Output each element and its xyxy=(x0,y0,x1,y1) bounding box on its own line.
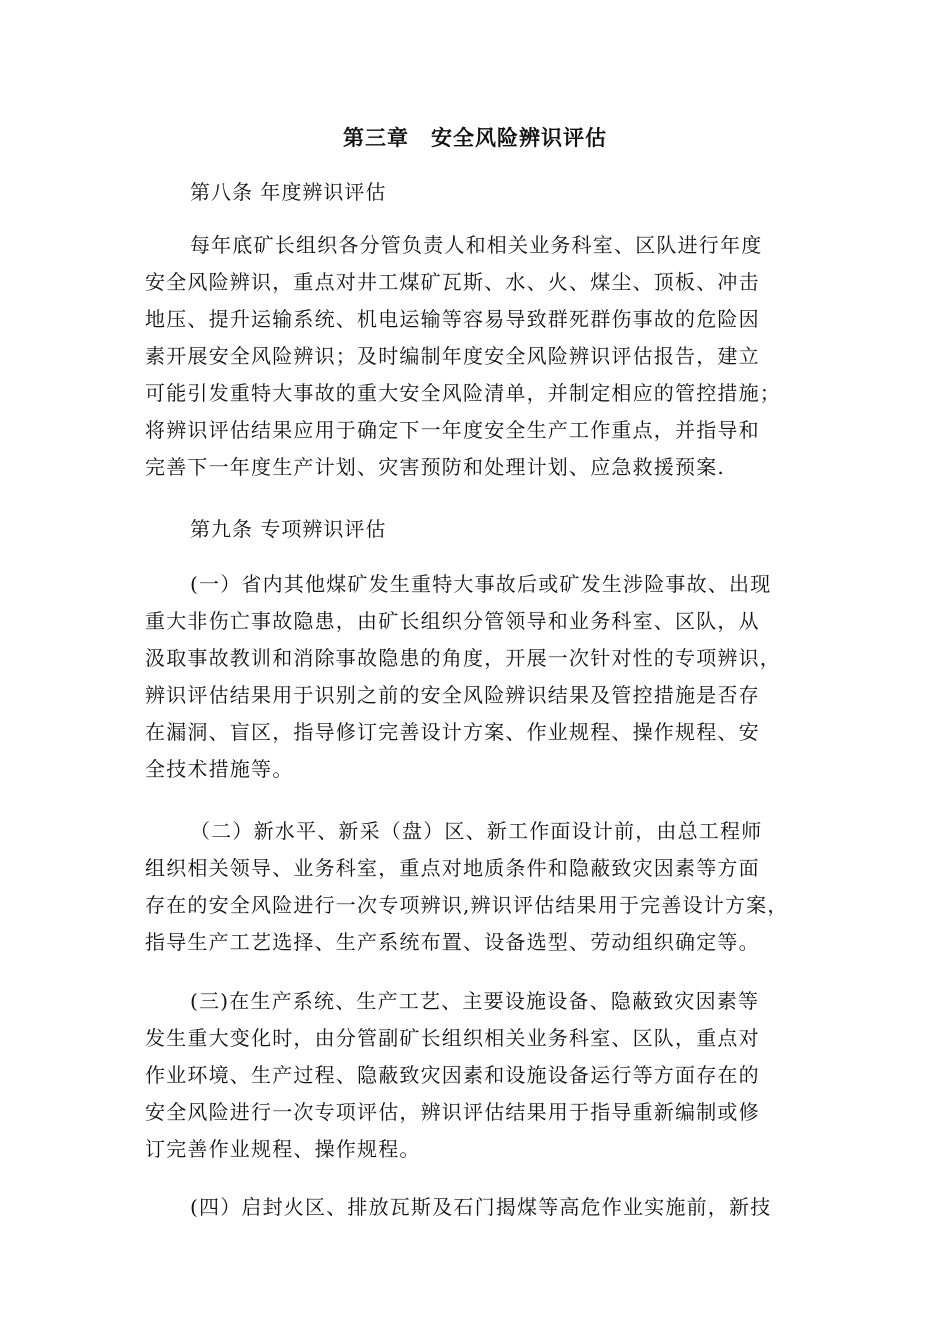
paragraph-line: 作业环境、生产过程、隐蔽致灾因素和设施设备运行等方面存在的 xyxy=(145,1063,760,1087)
article-9-item-3 xyxy=(145,983,815,1168)
chapter-title xyxy=(0,122,950,154)
paragraph-line: 存在的安全风险进行一次专项辨识,辨识评估结果用于完善设计方案， xyxy=(145,893,789,917)
paragraph-line: 地压、提升运输系统、机电运输等容易导致群死群伤事故的危险因 xyxy=(145,307,760,331)
article-9-heading: 第九条 专项辨识评估 xyxy=(190,517,387,541)
article-8-paragraph xyxy=(145,227,815,486)
paragraph-line: 组织相关领导、业务科室，重点对地质条件和隐蔽致灾因素等方面 xyxy=(145,856,760,880)
paragraph-line: (一）省内其他煤矿发生重特大事故后或矿发生涉险事故、出现 xyxy=(190,572,772,596)
article-9-item-1 xyxy=(145,566,815,788)
paragraph-line: 汲取事故教训和消除事故隐患的角度，开展一次针对性的专项辨识， xyxy=(145,646,781,670)
paragraph-line: (四）启封火区、排放瓦斯及石门揭煤等高危作业实施前，新技 xyxy=(190,1195,772,1219)
paragraph-line: （二）新水平、新采（盘）区、新工作面设计前，由总工程师 xyxy=(190,819,763,843)
paragraph-line: 辨识评估结果用于识别之前的安全风险辨识结果及管控措施是否存 xyxy=(145,683,760,707)
paragraph-line: 发生重大变化时，由分管副矿长组织相关业务科室、区队，重点对 xyxy=(145,1026,760,1050)
paragraph-line: 每年底矿长组织各分管负责人和相关业务科室、区队进行年度 xyxy=(190,233,763,257)
paragraph-line: 指导生产工艺选择、生产系统布置、设备选型、劳动组织确定等。 xyxy=(145,930,760,954)
article-9-item-2 xyxy=(145,813,815,961)
paragraph-line: 重大非伤亡事故隐患，由矿长组织分管领导和业务科室、区队，从 xyxy=(145,609,760,633)
article-9-item-4 xyxy=(145,1189,815,1226)
paragraph-line: 将辨识评估结果应用于确定下一年度安全生产工作重点，并指导和 xyxy=(145,418,760,442)
paragraph-line: 全技术措施等。 xyxy=(145,757,294,781)
paragraph-line: 可能引发重特大事故的重大安全风险清单，并制定相应的管控措施； xyxy=(145,381,781,405)
paragraph-line: 在漏洞、盲区，指导修订完善设计方案、作业规程、操作规程、安 xyxy=(145,720,760,744)
paragraph-line: 订完善作业规程、操作规程。 xyxy=(145,1137,421,1161)
chapter-number: 第三章 xyxy=(343,125,409,150)
paragraph-line: 安全风险进行一次专项评估，辨识评估结果用于指导重新编制或修 xyxy=(145,1100,760,1124)
paragraph-line: 素开展安全风险辨识；及时编制年度安全风险辨识评估报告，建立 xyxy=(145,344,760,368)
paragraph-line: (三)在生产系统、生产工艺、主要设施设备、隐蔽致灾因素等 xyxy=(190,989,760,1013)
paragraph-line: 安全风险辨识，重点对井工煤矿瓦斯、水、火、煤尘、顶板、冲击 xyxy=(145,270,760,294)
chapter-name: 安全风险辨识评估 xyxy=(431,125,607,150)
article-8-heading: 第八条 年度辨识评估 xyxy=(190,180,387,204)
paragraph-line: 完善下一年度生产计划、灾害预防和处理计划、应急救援预案. xyxy=(145,455,725,479)
